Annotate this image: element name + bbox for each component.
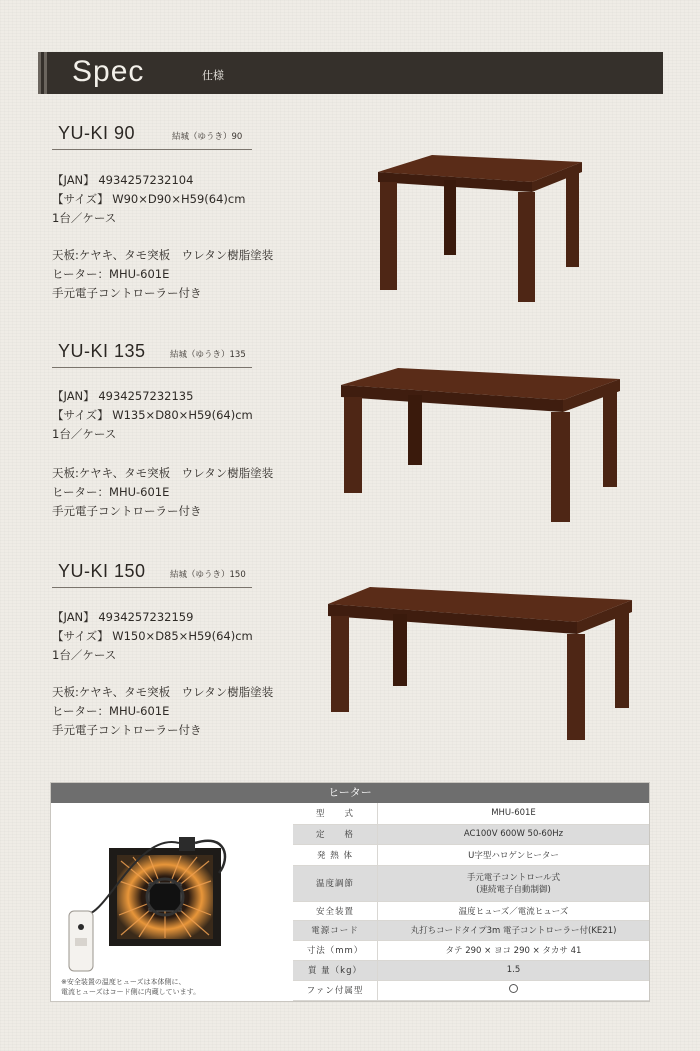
product-reading: 結城（ゆうき）90 <box>172 132 243 142</box>
spec-label: 電源コード <box>293 920 378 940</box>
spec-value: MHU-601E <box>378 803 650 824</box>
page-title: Spec <box>72 55 145 88</box>
spec-value: 1.5 <box>378 960 650 980</box>
heater-spec-table <box>293 803 649 1001</box>
product-name: YU-KI 135 <box>58 341 146 361</box>
product-yu-ki-135 <box>52 341 352 518</box>
product-material <box>52 246 273 303</box>
product-name-row <box>52 123 352 151</box>
spec-value: タテ 290 × ヨコ 290 × タカサ 41 <box>378 940 650 960</box>
product-name-row <box>52 341 352 369</box>
heater-model: ヒーター：MHU-601E <box>52 485 170 499</box>
divider <box>52 367 252 368</box>
spec-label: 定 格 <box>293 824 378 844</box>
spec-row <box>293 940 649 960</box>
material: 天板:ケヤキ、タモ突板 ウレタン樹脂塗装 <box>52 466 274 480</box>
table-image-150 <box>325 584 635 746</box>
product-name: YU-KI 150 <box>58 561 146 581</box>
controller: 手元電子コントローラー付き <box>52 286 202 300</box>
spec-label: ファン付属型 <box>293 980 378 1000</box>
spec-value: 手元電子コントロール式 <box>466 873 561 883</box>
material: 天板:ケヤキ、タモ突板 ウレタン樹脂塗装 <box>52 248 274 262</box>
jan-code: 【JAN】 4934257232159 <box>52 610 194 624</box>
divider <box>52 149 252 150</box>
spec-value: U字型ハロゲンヒーター <box>378 844 650 865</box>
spec-value: 丸打ちコードタイプ3m 電子コントローラー付(KE21) <box>378 920 650 940</box>
note-line: 電流ヒューズはコード側に内蔵しています。 <box>61 988 201 996</box>
spec-label: 質 量（kg） <box>293 960 378 980</box>
size: 【サイズ】 W135×D80×H59(64)cm <box>52 408 253 422</box>
spec-value-multi <box>378 865 650 901</box>
case-qty: 1台／ケース <box>52 211 117 225</box>
product-details <box>52 608 253 665</box>
spec-value: AC100V 600W 50-60Hz <box>378 824 650 844</box>
product-details <box>52 387 253 444</box>
spec-value <box>378 980 650 1000</box>
case-qty: 1台／ケース <box>52 427 117 441</box>
heater-model: ヒーター：MHU-601E <box>52 704 170 718</box>
spec-label: 型 式 <box>293 803 378 824</box>
product-yu-ki-150 <box>52 561 352 737</box>
heater-title: ヒーター <box>51 783 649 803</box>
size: 【サイズ】 W90×D90×H59(64)cm <box>52 192 246 206</box>
product-material <box>52 683 273 740</box>
circle-mark-icon <box>509 984 518 993</box>
size: 【サイズ】 W150×D85×H59(64)cm <box>52 629 253 643</box>
controller: 手元電子コントローラー付き <box>52 504 202 518</box>
spec-label: 発 熱 体 <box>293 844 378 865</box>
spec-row <box>293 960 649 980</box>
product-material <box>52 464 273 521</box>
spec-row <box>293 920 649 940</box>
heater-image-area <box>51 803 293 1001</box>
product-name: YU-KI 90 <box>58 123 136 143</box>
table-image-90 <box>372 150 587 305</box>
spec-row <box>293 901 649 920</box>
heater-spec-box <box>50 782 650 1002</box>
product-details <box>52 171 245 228</box>
spec-row <box>293 865 649 901</box>
spec-row <box>293 803 649 824</box>
jan-code: 【JAN】 4934257232104 <box>52 173 194 187</box>
header-accent-bar <box>38 52 41 94</box>
spec-header <box>38 52 663 94</box>
header-accent-bar <box>44 52 47 94</box>
product-yu-ki-90 <box>52 123 352 300</box>
table-image-135 <box>338 365 623 525</box>
jan-code: 【JAN】 4934257232135 <box>52 389 194 403</box>
spec-row <box>293 844 649 865</box>
heater-model: ヒーター：MHU-601E <box>52 267 170 281</box>
heater-unit-icon <box>51 803 293 973</box>
product-name-row <box>52 561 352 589</box>
spec-label: 安全装置 <box>293 901 378 920</box>
heater-note <box>61 977 200 997</box>
note-line: ※安全装置の温度ヒューズは本体側に、 <box>61 978 186 986</box>
product-reading: 結城（ゆうき）150 <box>170 570 246 580</box>
product-reading: 結城（ゆうき）135 <box>170 350 246 360</box>
spec-value: 温度ヒューズ／電流ヒューズ <box>378 901 650 920</box>
spec-label: 温度調節 <box>293 865 378 901</box>
page-subtitle: 仕様 <box>202 69 224 82</box>
material: 天板:ケヤキ、タモ突板 ウレタン樹脂塗装 <box>52 685 274 699</box>
controller: 手元電子コントローラー付き <box>52 723 202 737</box>
spec-row <box>293 824 649 844</box>
spec-label: 寸法（mm） <box>293 940 378 960</box>
spec-value: (連続電子自動制御) <box>476 885 551 895</box>
case-qty: 1台／ケース <box>52 648 117 662</box>
divider <box>52 587 252 588</box>
spec-row <box>293 980 649 1000</box>
